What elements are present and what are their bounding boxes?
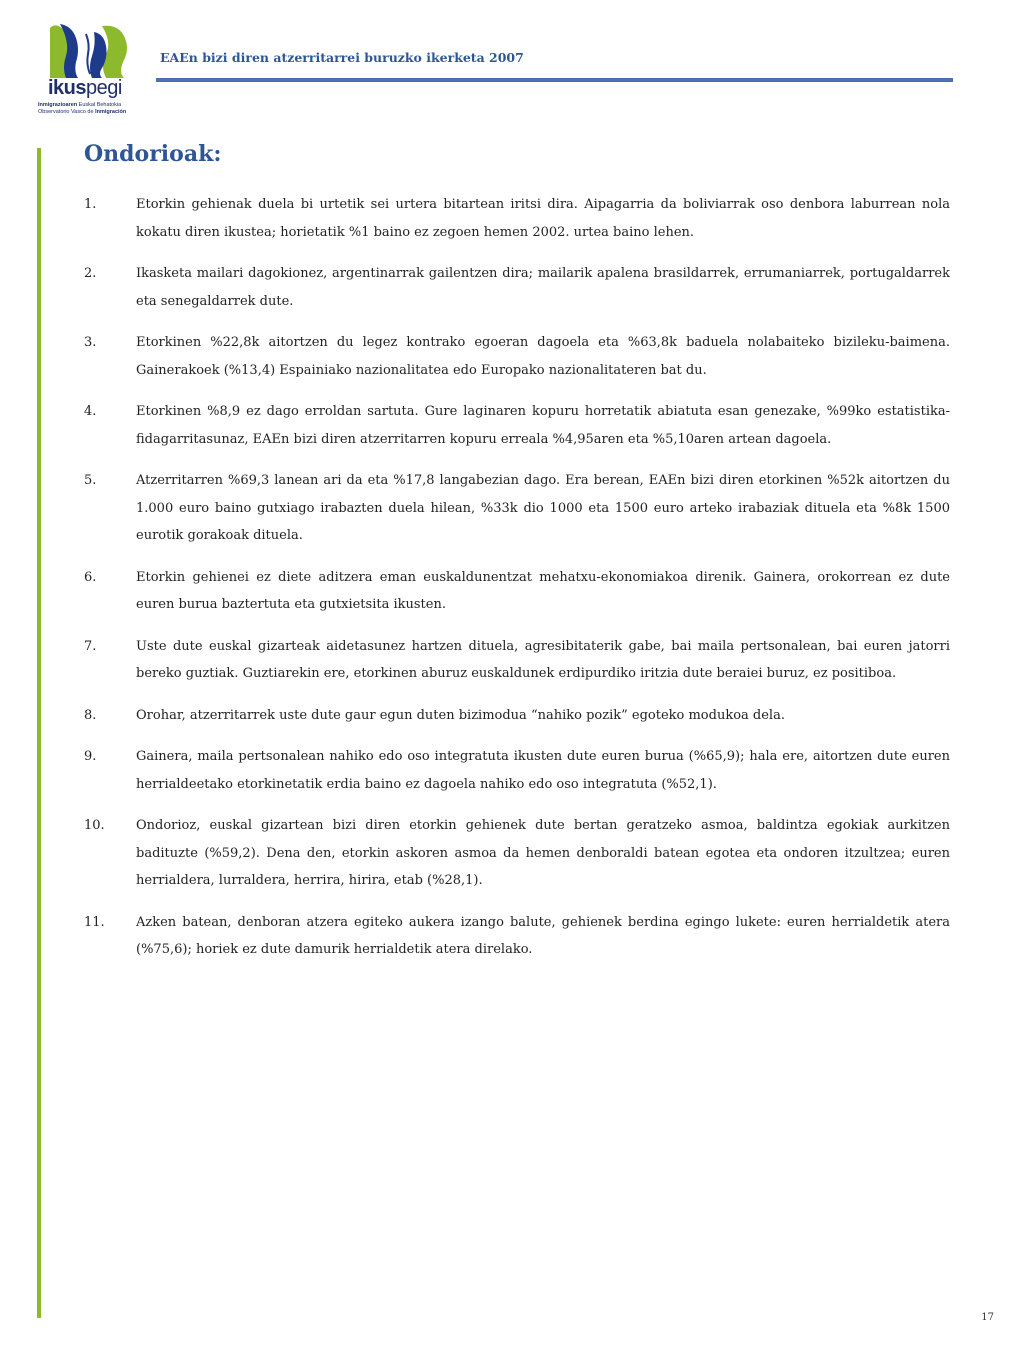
list-item [84,909,950,964]
item-number: 11. [84,914,105,930]
item-text: Ikasketa mailari dagokionez, argentinarrak gailentzen dira; mailarik apalena brasildarrek, errumaniarrek, portugaldarrek eta senegaldarrek dute. [136,266,950,309]
logo-wordmark: ikuspegi [48,77,122,99]
list-item [84,467,950,550]
item-number: 10. [84,818,105,833]
document-header-title: EAEn bizi diren atzerritarrei buruzko ikerketa 2007 [160,50,524,65]
list-item [84,702,950,730]
list-item [84,633,950,688]
item-number: 3. [84,335,97,350]
item-text: Ondorioz, euskal gizartean bizi diren etorkin gehienek dute bertan geratzeko asmoa, baldintza egokiak aurkitzen badituzte (%59,2). Dena den, etorkin askoren asmoa da hemen denboraldi batean egotea eta ondoren itzultzea; euren herrialdera, lurraldera, herrira, hirira, etab (%28,1). [136,818,950,888]
list-item [84,743,950,798]
item-number: 2. [84,266,97,281]
item-number: 5. [84,473,97,488]
item-text: Etorkinen %8,9 ez dago erroldan sartuta. Gure laginaren kopuru horretatik abiatuta esan genezake, %99ko estatistika-fidagarritasunaz, EAEn bizi diren atzerritarren kopuru erreala %4,95aren eta %5,10aren artean dagoela. [136,404,950,447]
logo-subtitle: Inmigrazioaren Euskal Behatokia Observatorio Vasco de Inmigración [38,102,127,115]
ikuspegi-logo [36,22,146,117]
list-item [84,191,950,246]
item-text: Etorkinen %22,8k aitortzen du legez kontrako egoeran dagoela eta %63,8k baduela nolabaiteko bizileku-baimena. Gainerakoek (%13,4) Espainiako nazionalitatea edo Europako nazionalitateren bat du. [136,335,950,378]
list-item [84,329,950,384]
side-accent-bar [37,148,41,1318]
item-text: Orohar, atzerritarrek uste dute gaur egun duten bizimodua “nahiko pozik” egoteko modukoa dela. [136,707,785,723]
item-number: 6. [84,569,97,585]
list-item [84,564,950,619]
item-text: Gainera, maila pertsonalean nahiko edo oso integratuta ikusten dute euren burua (%65,9); hala ere, aitortzen dute euren herrialdeetako etorkinetatik erdia baino ez dagoela nahiko edo oso integratuta (%52,1). [136,749,950,792]
item-number: 4. [84,404,97,419]
item-number: 9. [84,749,97,764]
item-number: 7. [84,638,97,654]
list-item [84,398,950,453]
item-text: Uste dute euskal gizarteak aidetasunez hartzen dituela, agresibitaterik gabe, bai maila pertsonalean, bai euren jatorri bereko guztiak. Guztiarekin ere, etorkinen aburuz euskaldunek erdipurdiko iritzia dute beraiei buruz, ez positiboa. [136,638,950,681]
item-text: Etorkin gehienei ez diete aditzera eman euskaldunentzat mehatxu-ekonomiakoa direnik. Gainera, orokorrean ez dute euren burua baztertuta eta gutxietsita ikusten. [136,569,950,612]
item-number: 1. [84,197,97,212]
header-divider [156,78,953,82]
item-number: 8. [84,707,97,723]
item-text: Azken batean, denboran atzera egiteko aukera izango balute, gehienek berdina egingo lukete: euren herrialdetik atera (%75,6); horiek ez dute damurik herrialdetik atera direlako. [136,914,950,957]
list-item [84,812,950,895]
page-title: Ondorioak: [84,141,222,167]
list-item [84,260,950,315]
item-text: Atzerritarren %69,3 lanean ari da eta %17,8 langabezian dago. Era berean, EAEn bizi diren etorkinen %52k aitortzen du 1.000 euro baino gutxiago irabazten duela hilean, %33k dio 1000 eta 1500 euro arteko irabaziak dituela eta %8k 1500 eurotik gorakoak dituela. [136,473,950,543]
item-text: Etorkin gehienak duela bi urtetik sei urtera bitartean iritsi dira. Aipagarria da boliviarrak oso denbora laburrean nola kokatu diren ikustea; horietatik %1 baino ez zegoen hemen 2002. urtea baino lehen. [136,197,950,240]
conclusions-list [84,191,950,978]
page-number: 17 [981,1312,994,1323]
logo-faces-icon [46,22,136,80]
